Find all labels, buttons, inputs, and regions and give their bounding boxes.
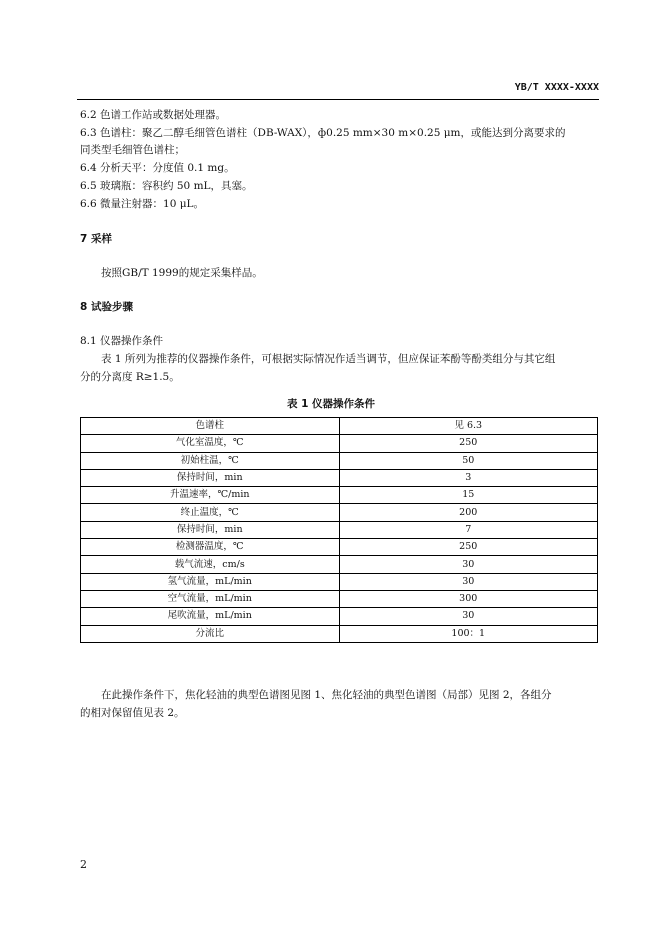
value-cell: 3 <box>339 469 598 486</box>
parameter-cell: 保持时间，min <box>81 521 340 538</box>
table-row <box>81 487 598 504</box>
value-cell: 250 <box>339 539 598 556</box>
closing-paragraph-line2: 的相对保留值见表 2。 <box>80 707 185 719</box>
table-row <box>81 521 598 538</box>
parameter-cell: 终止温度，℃ <box>81 504 340 521</box>
section-8-heading: 8 试验步骤 <box>80 301 133 313</box>
table-row <box>81 573 598 590</box>
value-cell: 250 <box>339 435 598 452</box>
header-rule <box>77 99 599 100</box>
parameter-cell: 分流比 <box>81 625 340 642</box>
section-8-1-paragraph-line2: 分的分离度 R≥1.5。 <box>80 371 180 383</box>
table-1-title: 表 1 仪器操作条件 <box>286 398 376 410</box>
value-cell: 7 <box>339 521 598 538</box>
parameter-cell: 升温速率，℃/min <box>81 487 340 504</box>
section-8-1-heading: 8.1 仪器操作条件 <box>80 335 164 347</box>
parameter-cell: 尾吹流量，mL/min <box>81 608 340 625</box>
parameter-cell: 色谱柱 <box>81 418 340 435</box>
value-cell: 30 <box>339 556 598 573</box>
section-7-heading: 7 采样 <box>80 233 112 245</box>
item-6-4: 6.4 分析天平：分度值 0.1 mg。 <box>80 162 235 174</box>
item-6-3: 6.3 色谱柱：聚乙二醇毛细管色谱柱（DB-WAX），ф0.25 mm×30 m×0.25 μm，或能达到分离要求的 <box>80 127 566 139</box>
parameter-cell: 空气流量，mL/min <box>81 590 340 607</box>
section-7-body: 按照GB/T 1999的规定采集样品。 <box>101 267 263 279</box>
table-row <box>81 608 598 625</box>
value-cell: 30 <box>339 608 598 625</box>
parameter-cell: 检测器温度，℃ <box>81 539 340 556</box>
value-cell: 15 <box>339 487 598 504</box>
value-cell: 300 <box>339 590 598 607</box>
table-row <box>81 452 598 469</box>
table-row <box>81 539 598 556</box>
parameter-cell: 载气流速，cm/s <box>81 556 340 573</box>
item-6-5: 6.5 玻璃瓶：容积约 50 mL，具塞。 <box>80 180 253 192</box>
section-8-1-paragraph-line1: 表 1 所列为推荐的仪器操作条件，可根据实际情况作适当调节，但应保证苯酚等酚类组分与其它组 <box>101 353 556 365</box>
table-row <box>81 504 598 521</box>
table-row <box>81 435 598 452</box>
value-cell: 见 6.3 <box>339 418 598 435</box>
closing-paragraph-line1: 在此操作条件下，焦化轻油的典型色谱图见图 1、焦化轻油的典型色谱图（局部）见图 2，各组分 <box>101 689 552 701</box>
table-row <box>81 556 598 573</box>
item-6-2: 6.2 色谱工作站或数据处理器。 <box>80 109 227 121</box>
value-cell: 200 <box>339 504 598 521</box>
table-row <box>81 625 598 642</box>
parameter-cell: 气化室温度，℃ <box>81 435 340 452</box>
item-6-3-continued: 同类型毛细管色谱柱； <box>80 144 185 156</box>
table-row <box>81 590 598 607</box>
page-number: 2 <box>80 858 87 871</box>
parameter-cell: 保持时间，min <box>81 469 340 486</box>
value-cell: 50 <box>339 452 598 469</box>
table-row <box>81 469 598 486</box>
item-6-6: 6.6 微量注射器：10 μL。 <box>80 198 205 210</box>
document-code: YB/T XXXX-XXXX <box>514 82 599 93</box>
value-cell: 100：1 <box>339 625 598 642</box>
instrument-conditions-table <box>80 417 598 643</box>
parameter-cell: 氢气流量，mL/min <box>81 573 340 590</box>
parameter-cell: 初始柱温，℃ <box>81 452 340 469</box>
table-row <box>81 418 598 435</box>
value-cell: 30 <box>339 573 598 590</box>
